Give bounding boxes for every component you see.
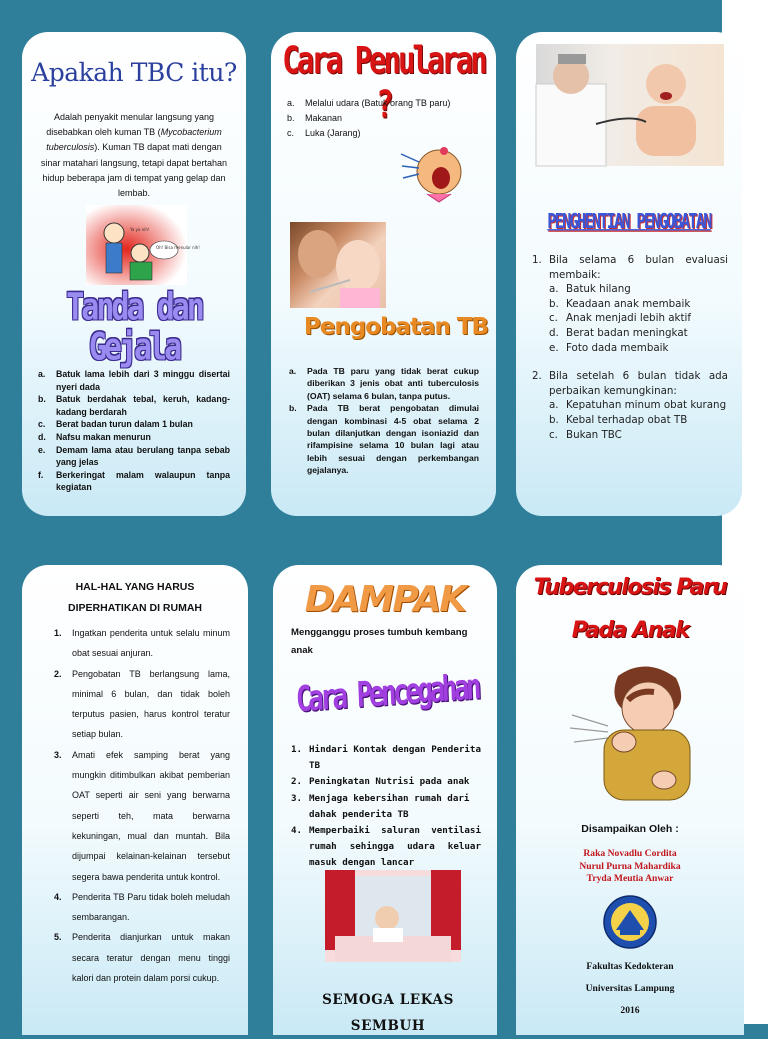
home-care-list: [54, 623, 230, 988]
cover-title-1: Tuberculosis Paru: [533, 575, 727, 600]
prevention-heading: Cara Pencegahan: [295, 667, 479, 721]
list-item: b. Makanan: [287, 113, 343, 123]
list-item: c. Berat badan turun dalam 1 bulan: [38, 419, 193, 430]
impact-text: Mengganggu proses tumbuh kembang anak: [291, 627, 468, 656]
list-item: b. Pada TB berat pengobatan dimulai dengan kombinasi 4-5 obat selama 2 bulan dilanjutkan dengan isoniazid dan rifampisine selama 10 bulan lagi atau lebih sesuai dengan perkembangan gejalanya.: [289, 403, 479, 476]
presented-by-label: Disampaikan Oleh :: [581, 823, 679, 835]
list-item: a. Melalui udara (Batuk orang TB paru): [287, 98, 451, 108]
prevention-list: [291, 742, 481, 872]
list-item: e. Demam lama atau berulang tanpa sebab yang jelas: [38, 444, 230, 468]
coughing-child-illustration: [568, 660, 700, 810]
cough-text: Ya ya nih!: [130, 227, 150, 232]
mother-feeding-child-photo: [290, 222, 386, 308]
sub-list-item: a. Kepatuhan minum obat kurang: [549, 399, 727, 412]
symptoms-list: [38, 368, 230, 494]
symptoms-heading: Tanda dan Gejala: [66, 285, 202, 370]
child-at-window-photo: [325, 870, 461, 962]
panel-transmission: [271, 32, 496, 516]
sub-list-item: c. Bukan TBC: [549, 428, 622, 441]
list-item: 1. Hindari Kontak dengan Penderita TB: [291, 744, 481, 772]
doctor-examining-baby-photo: [536, 44, 724, 166]
university-logo-icon: [602, 894, 658, 950]
stopping-treatment-heading: PENGHENTIAN PENGOBATAN: [547, 208, 711, 234]
home-care-title-1: HAL-HAL YANG HARUS: [75, 581, 195, 593]
authors: [516, 848, 744, 886]
list-item: 3. Menjaga kebersihan rumah dari dahak penderita TB: [291, 792, 470, 820]
author-name: Tryda Meutia Anwar: [586, 873, 674, 884]
sub-list-item: a. Batuk hilang: [549, 283, 631, 296]
list-item: 2. Pengobatan TB berlangsung lama, minimal 6 bulan, dan tidak boleh terputus pasien, harus kontrol teratur setiap bulan.: [54, 668, 230, 740]
list-item: 2. Bila setelah 6 bulan tidak ada perbaikan kemungkinan:: [532, 370, 728, 397]
panel-cover: [516, 565, 744, 1035]
list-item: 4. Memperbaiki saluran ventilasi rumah sehingga udara keluar masuk dengan lancar: [291, 825, 481, 869]
tbc-definition: Adalah penyakit menular langsung yang disebabkan oleh kuman TB (Mycobacterium tuberculosis). Kuman TB dapat mati dengan sinar matahari langsung, tetapi dapat bertahan hidup beberapa jam di tempat yang gelap dan lembab.: [40, 112, 228, 199]
treatment-list: [289, 365, 479, 477]
panel-impact-prevention: [273, 565, 497, 1035]
closing-message: SEMOGA LEKAS SEMBUH: [322, 992, 454, 1034]
home-care-title-2: DIPERHATIKAN DI RUMAH: [68, 602, 202, 614]
transmission-list: [287, 96, 487, 141]
university: Universitas Lampung: [585, 983, 675, 994]
year: 2016: [620, 1005, 640, 1016]
list-item: c. Luka (Jarang): [287, 128, 361, 138]
sub-list-item: d. Berat badan meningkat: [549, 326, 688, 339]
sub-list-item: b. Keadaan anak membaik: [549, 297, 691, 310]
panel-stopping-treatment: [516, 32, 742, 516]
faculty: Fakultas Kedokteran: [586, 961, 674, 972]
list-item: 1. Bila selama 6 bulan evaluasi membaik:: [532, 254, 728, 281]
list-item: 1. Ingatkan penderita untuk selalu minum obat sesuai anjuran.: [54, 628, 230, 659]
panel-title: Apakah TBC itu?: [31, 58, 237, 87]
list-item: 5. Penderita dianjurkan untuk makan secara teratur dengan menu tinggi kalori dan protein dalam porsi cukup.: [54, 932, 230, 984]
list-item: f. Berkeringat malam walaupun tanpa kegiatan: [38, 469, 230, 493]
list-item: 3. Amati efek samping berat yang mungkin ditimbulkan akibat pemberian OAT seperti air seni yang berwarna seperti teh, mata berwarna kekuningan, mual dan muntah. Bila dijumpai kelainan-kelainan tersebut segera bawa penderita untuk kontrol.: [54, 749, 230, 882]
panel-title: Cara Penularan ?: [282, 37, 485, 127]
list-item: a. Pada TB paru yang tidak berat cukup diberikan 3 jenis obat anti tuberculosis (OAT) selama 6 bulan, tanpa putus.: [289, 366, 479, 401]
speech-bubble-text: Oh! Bisa menular nih!: [156, 245, 200, 250]
list-item: 4. Penderita TB Paru tidak boleh meludah sembarangan.: [54, 891, 230, 923]
sub-list-item: e. Foto dada membaik: [549, 341, 669, 354]
list-item: 2. Peningkatan Nutrisi pada anak: [291, 776, 470, 788]
panel-home-care: [22, 565, 248, 1035]
panel-what-is-tbc: [22, 32, 246, 516]
author-name: Raka Novadlu Cordita: [583, 848, 677, 859]
list-item: d. Nafsu makan menurun: [38, 431, 151, 442]
cover-title-2: Pada Anak: [571, 618, 689, 643]
list-item: b. Batuk berdahak tebal, keruh, kadang-kadang berdarah: [38, 394, 230, 417]
author-name: Nurul Purna Mahardika: [579, 860, 681, 872]
stopping-criteria: [532, 253, 728, 442]
sub-list-item: b. Kebal terhadap obat TB: [549, 413, 688, 426]
crying-cartoon-icon: [399, 142, 469, 210]
coughing-illustration: [86, 205, 200, 285]
list-item: a. Batuk lama lebih dari 3 minggu disertai nyeri dada: [38, 369, 230, 392]
sub-list-item: c. Anak menjadi lebih aktif: [549, 312, 692, 325]
impact-heading: DAMPAK: [304, 579, 466, 620]
treatment-heading: Pengobatan TB: [303, 314, 489, 340]
